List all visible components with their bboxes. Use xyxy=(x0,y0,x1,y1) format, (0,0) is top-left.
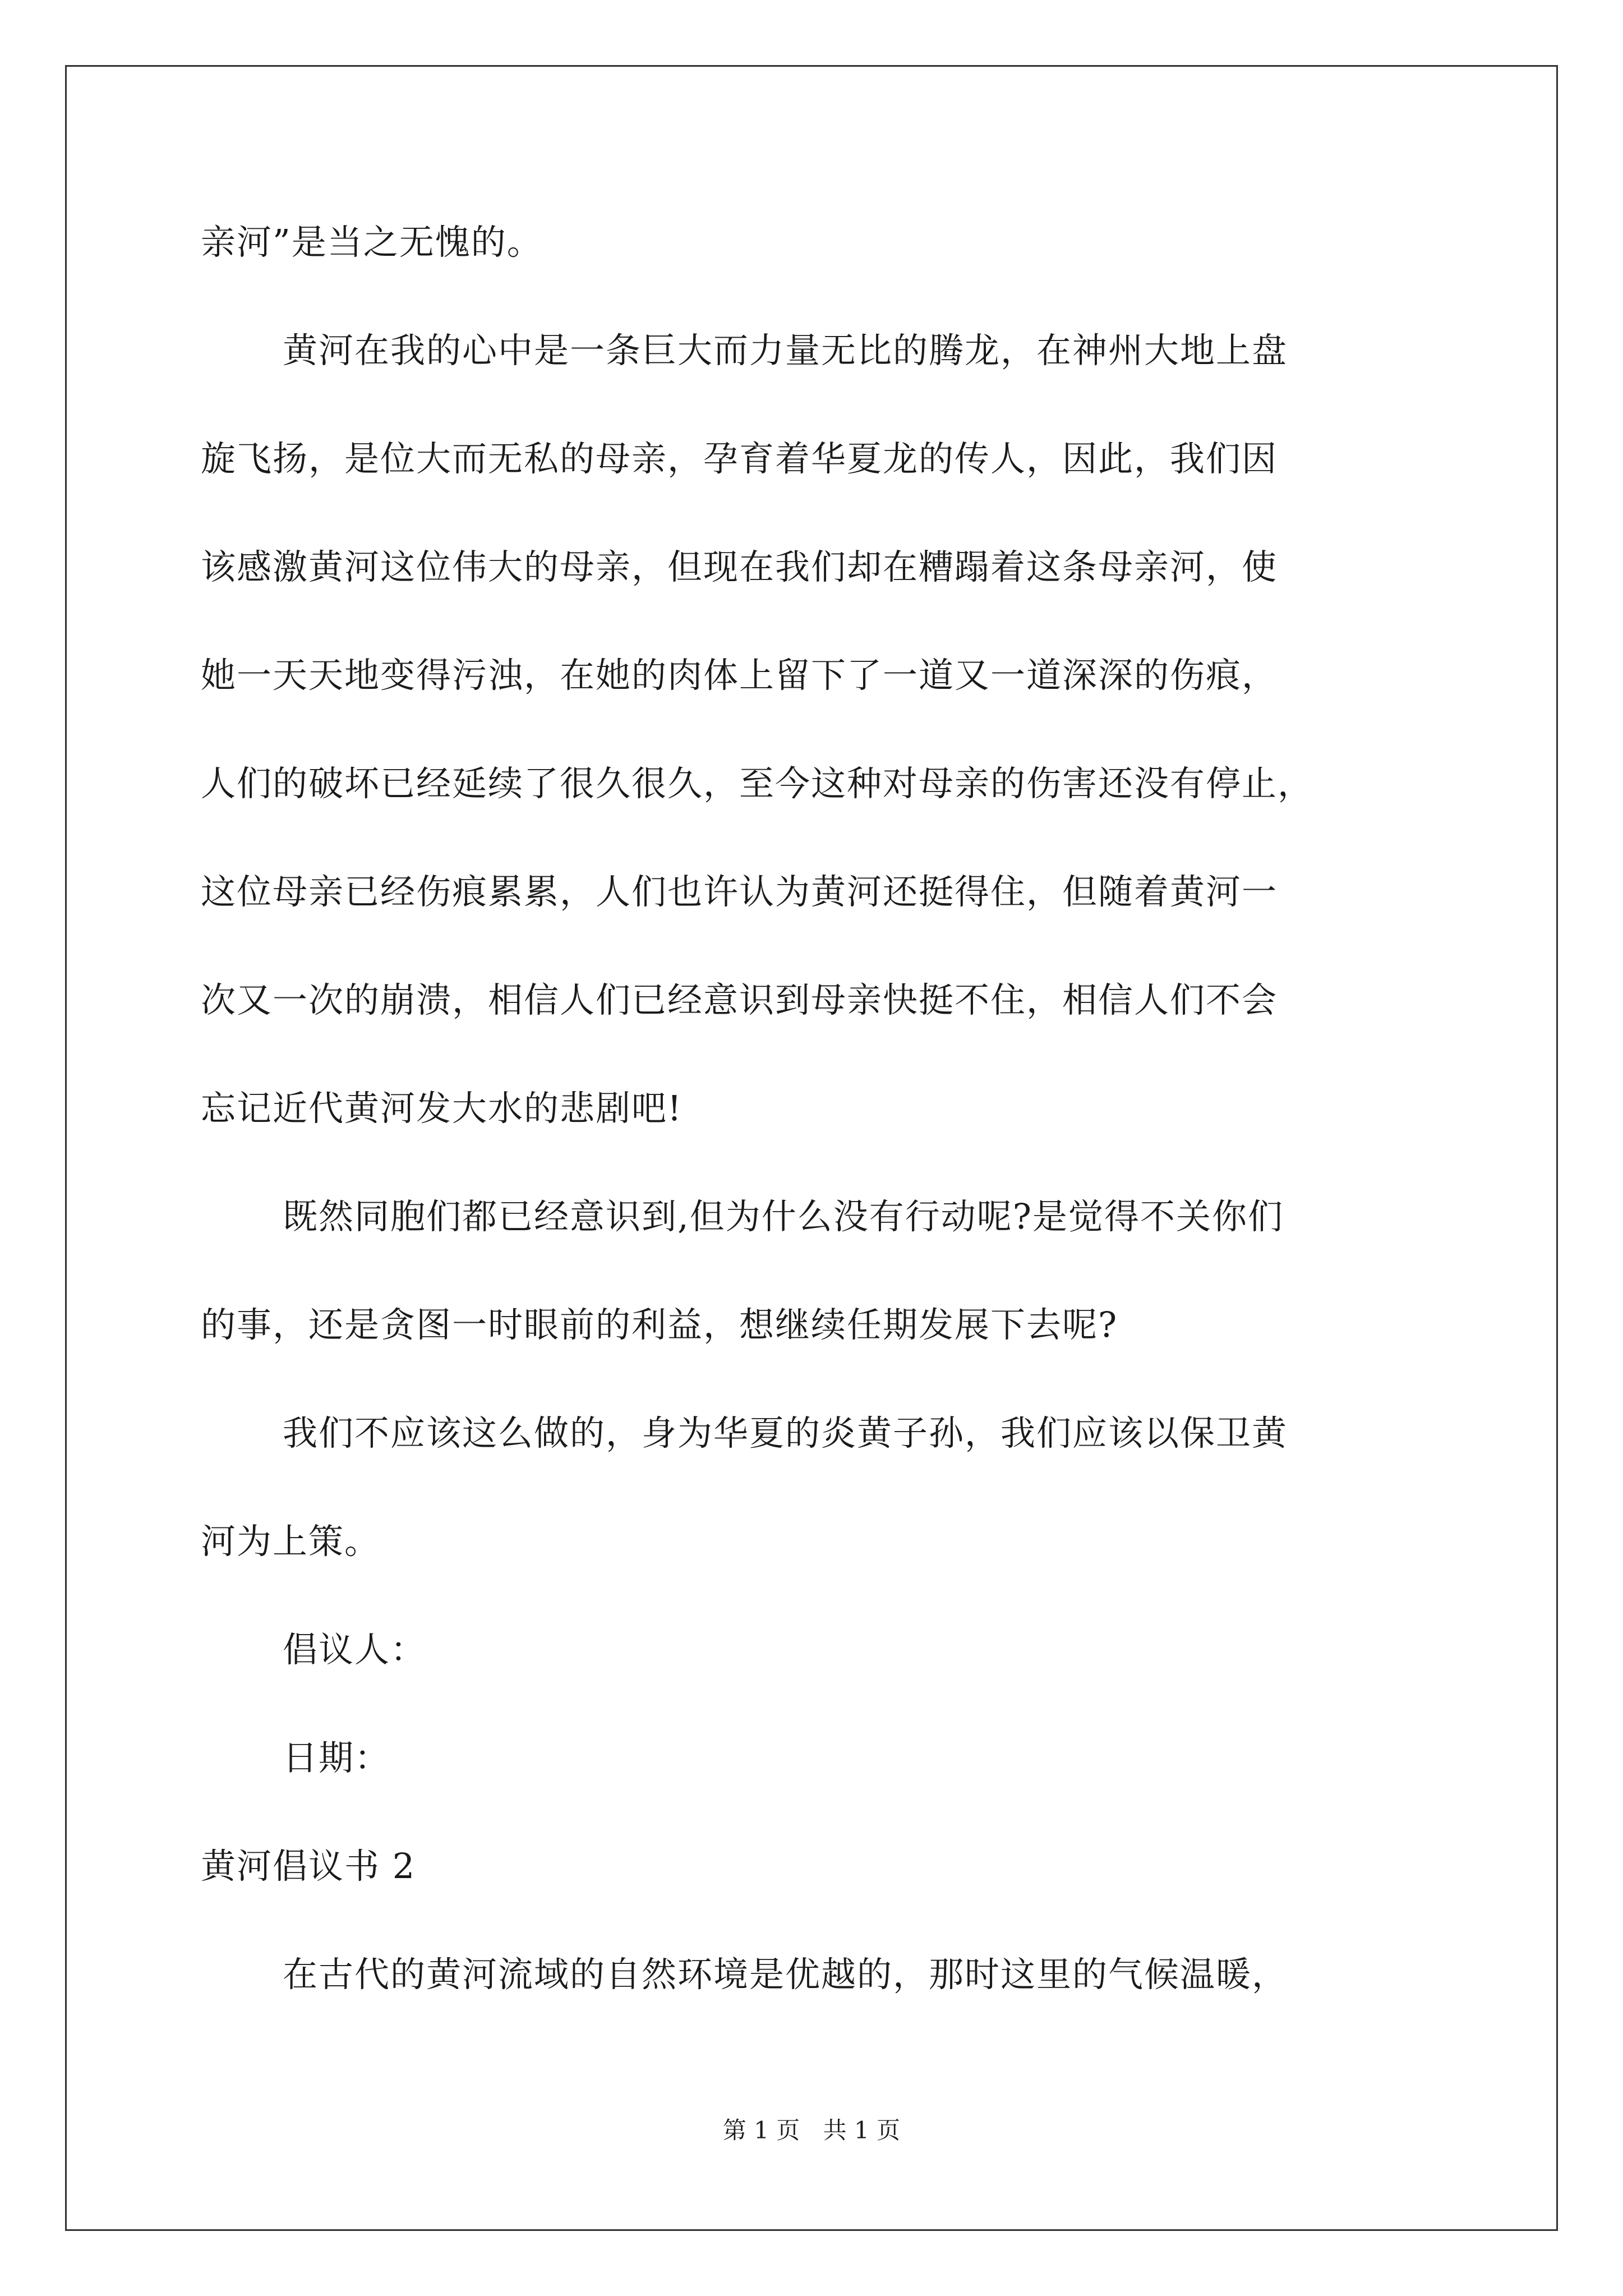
page-number: 第 1 页 xyxy=(722,2116,800,2144)
text-line: 既然同胞们都已经意识到,但为什么没有行动呢?是觉得不关你们 xyxy=(283,1196,1284,1237)
text-line: 的事，还是贪图一时眼前的利益，想继续任期发展下去呢? xyxy=(201,1304,1118,1345)
text-line: 河为上策。 xyxy=(201,1521,381,1562)
text-line: 我们不应该这么做的，身为华夏的炎黄子孙，我们应该以保卫黄 xyxy=(283,1412,1288,1453)
text-line: 黄河在我的心中是一条巨大而力量无比的腾龙，在神州大地上盘 xyxy=(283,330,1288,371)
text-line: 人们的破坏已经延续了很久很久，至今这种对母亲的伤害还没有停止， xyxy=(201,763,1314,804)
section-heading: 黄河倡议书 2 xyxy=(201,1846,416,1887)
text-line: 该感激黄河这位伟大的母亲，但现在我们却在糟蹋着这条母亲河，使 xyxy=(201,546,1278,587)
date-label: 日期： xyxy=(283,1737,391,1778)
page-total: 共 1 页 xyxy=(823,2116,901,2144)
text-line: 她一天天地变得污浊，在她的肉体上留下了一道又一道深深的伤痕， xyxy=(201,655,1278,696)
text-line: 忘记近代黄河发大水的悲剧吧! xyxy=(201,1088,683,1129)
text-line: 次又一次的崩溃，相信人们已经意识到母亲快挺不住，相信人们不会 xyxy=(201,979,1278,1020)
text-line: 在古代的黄河流域的自然环境是优越的，那时这里的气候温暖， xyxy=(283,1954,1288,1995)
signer-label: 倡议人： xyxy=(283,1629,427,1670)
text-line: 亲河”是当之无愧的。 xyxy=(201,222,543,263)
text-line: 这位母亲已经伤痕累累，人们也许认为黄河还挺得住，但随着黄河一 xyxy=(201,871,1278,912)
document-body xyxy=(201,188,1463,2028)
text-line: 旋飞扬，是位大而无私的母亲，孕育着华夏龙的传人，因此，我们因 xyxy=(201,438,1278,479)
page-footer xyxy=(0,2112,1623,2146)
